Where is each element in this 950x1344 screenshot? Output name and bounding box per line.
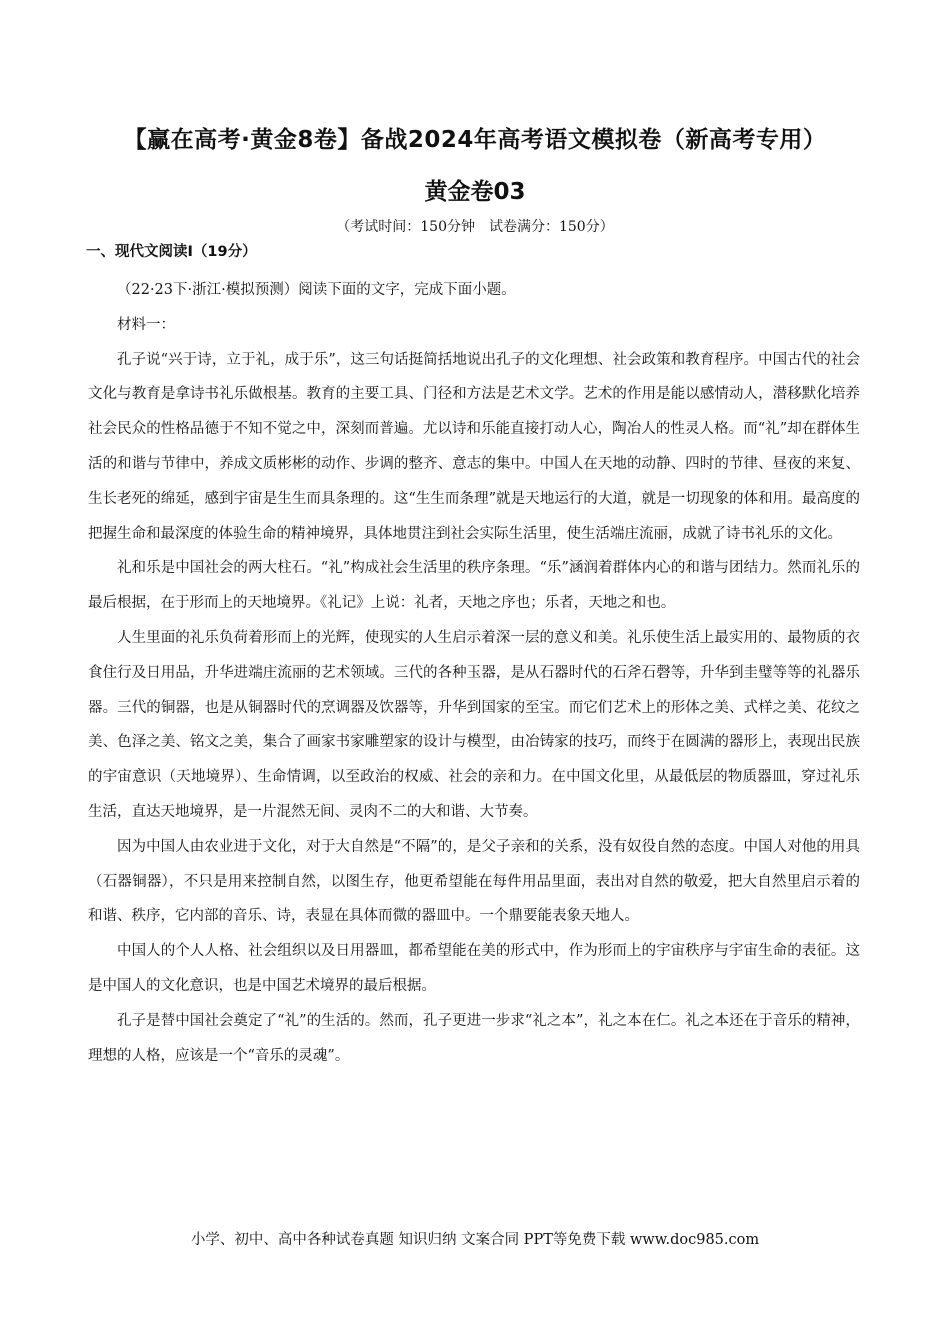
- section-heading: 一、现代文阅读Ⅰ（19分）: [86, 244, 257, 260]
- material-label: 材料一：: [117, 316, 175, 333]
- passage-paragraph: 孔子是替中国社会奠定了“礼”的生活的。然而，孔子更进一步求“礼之本”，礼之本在仁。礼之本还在于音乐的精神，理想的人格，应该是一个“音乐的灵魂”。: [88, 1012, 860, 1064]
- passage-paragraph: 礼和乐是中国社会的两大柱石。“礼”构成社会生活里的秩序条理。“乐”涵润着群体内心的和谐与团结力。然而礼乐的最后根据，在于形而上的天地境界。《礼记》上说：礼者，天地之序也；乐者，天地之和也。: [88, 560, 860, 612]
- passage-paragraph: 因为中国人由农业进于文化，对于大自然是“不隔”的，是父子亲和的关系，没有奴役自然的态度。中国人对他的用具（石器铜器），不只是用来控制自然，以图生存，他更希望能在每件用品里面，表出对自然的敬爱，把大自然里启示着的和谐、秩序，它内部的音乐、诗，表显在具体而微的器皿中。一个鼎要能表象天地人。: [88, 838, 860, 925]
- passage-paragraph: 中国人的个人人格、社会组织以及日用器皿，都希望能在美的形式中，作为形而上的宇宙秩序与宇宙生命的表征。这是中国人的文化意识，也是中国艺术境界的最后根据。: [88, 943, 860, 994]
- passage-paragraph: 人生里面的礼乐负荷着形而上的光辉，使现实的人生启示着深一层的意义和美。礼乐使生活上最实用的、最物质的衣食住行及日用品，升华进端庄流丽的艺术领域。三代的各种玉器，是从石器时代的石斧石磬等，升华到圭璧等等的礼器乐器。三代的铜器，也是从铜器时代的烹调器及饮器等，升华到国家的至宝。而它们艺术上的形体之美、式样之美、花纹之美、色泽之美、铭文之美，集合了画家书家雕塑家的设计与模型，由冶铸家的技巧，而终于在圆满的器形上，表现出民族的宇宙意识（天地境界）、生命情调，以至政治的权威、社会的亲和力。在中国文化里，从最低层的物质器皿，穿过礼乐生活，直达天地境界，是一片混然无间、灵肉不二的大和谐、大节奏。: [88, 629, 860, 820]
- exam-info: （考试时间：150分钟 试卷满分：150分）: [336, 219, 614, 235]
- page-footer: 小学、初中、高中各种试卷真题 知识归纳 文案合同 PPT等免费下载 www.doc985.com: [190, 1232, 760, 1248]
- reading-passage: [88, 273, 860, 1073]
- paper-subtitle: 黄金卷03: [424, 179, 526, 205]
- question-intro: （22·23下·浙江·模拟预测）阅读下面的文字，完成下面小题。: [117, 282, 516, 298]
- page-title: 【赢在高考·黄金8卷】备战2024年高考语文模拟卷（新高考专用）: [123, 127, 827, 153]
- passage-paragraph: 孔子说“兴于诗，立于礼，成于乐”，这三句话挺简括地说出孔子的文化理想、社会政策和教育程序。中国古代的社会文化与教育是拿诗书礼乐做根基。教育的主要工具、门径和方法是艺术文学。艺术的作用是能以感情动人，潜移默化培养社会民众的性格品德于不知不觉之中，深刻而普遍。尤以诗和乐能直接打动人心，陶冶人的性灵人格。而“礼”却在群体生活的和谐与节律中，养成文质彬彬的动作、步调的整齐、意志的集中。中国人在天地的动静、四时的节律、昼夜的来复、生长老死的绵延，感到宇宙是生生而具条理的。这“生生而条理”就是天地运行的大道，就是一切现象的体和用。最高度的把握生命和最深度的体验生命的精神境界，具体地贯注到社会实际生活里，使生活端庄流丽，成就了诗书礼乐的文化。: [88, 351, 860, 542]
